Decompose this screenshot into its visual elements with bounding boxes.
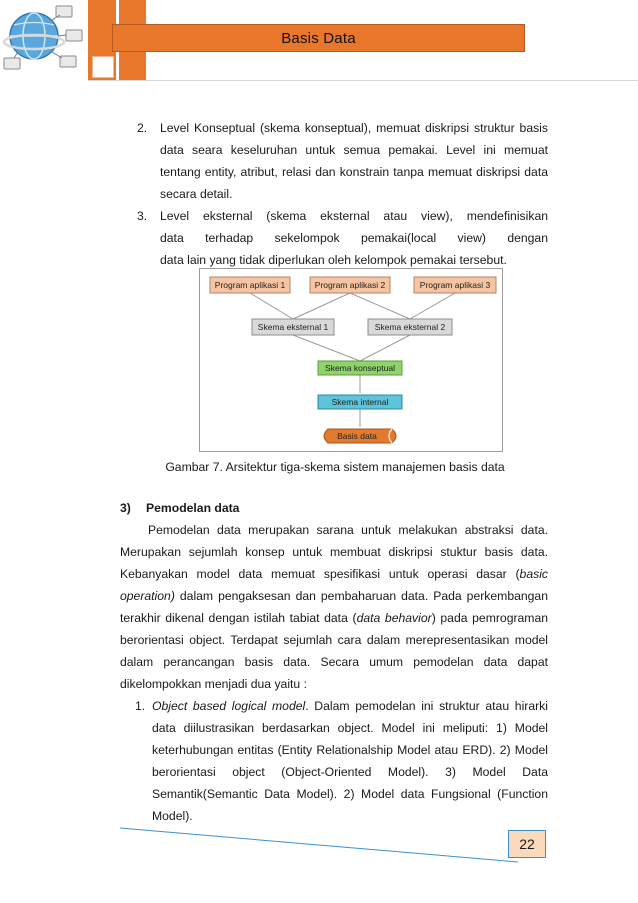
text-run: dalam pengaksesan dan pembaharuan data. Pada perkembangan <box>174 589 548 603</box>
text-line: data lain yang tidak diperlukan oleh kelompok pemakai tersebut. <box>160 253 507 267</box>
text-run: Kebanyakan model data memuat spesifikasi untuk operasi dasar ( <box>120 567 520 581</box>
text-line <box>120 563 548 585</box>
italic-text: operation) <box>120 589 175 603</box>
diagram-label-konseptual: Skema konseptual <box>325 363 395 373</box>
text-line <box>120 585 548 607</box>
list-item-object-based-model <box>152 695 548 827</box>
list-item-level-eksternal <box>160 205 548 271</box>
three-schema-diagram <box>199 268 503 452</box>
paragraph-pemodelan <box>120 519 548 695</box>
text-line: data diilustrasikan berdasarkan object. Model ini meliputi: 1) Model <box>152 721 548 735</box>
list-item-number: 2. <box>137 121 148 135</box>
text-line: keterhubungan entitas (Entity Relationalship Model atau ERD). 2) Model <box>152 743 548 757</box>
text-run: . Dalam pemodelan ini struktur atau hirarki <box>305 699 548 713</box>
footer-divider <box>120 826 520 866</box>
network-globe-icon <box>0 0 86 80</box>
section-heading: Pemodelan data <box>146 501 240 515</box>
page-number-badge <box>508 830 546 858</box>
page-title: Basis Data <box>281 29 356 47</box>
text-line <box>120 607 548 629</box>
text-run: ) pada pemrograman <box>431 611 548 625</box>
diagram-label-db: Basis data <box>337 431 377 441</box>
list-item-level-konseptual <box>160 117 548 205</box>
page-number: 22 <box>519 836 535 852</box>
text-line <box>152 695 548 717</box>
diagram-label-ext1: Skema eksternal 1 <box>257 322 329 332</box>
header-title-bar <box>112 24 525 52</box>
text-line: berorientasi object (Object-Oriented Model). 3) Model Data <box>152 765 548 779</box>
italic-text: basic <box>519 567 548 581</box>
diagram-label-app3: Program aplikasi 3 <box>419 280 491 290</box>
diagram-label-internal: Skema internal <box>331 397 389 407</box>
text-line: dikelompokkan menjadi dua yaitu : <box>120 677 307 691</box>
text-line: secara detail. <box>160 187 233 201</box>
italic-text: Object based logical model <box>152 699 306 713</box>
text-line: Level eksternal (skema eksternal atau view), mendefinisikan <box>160 209 548 223</box>
list-item-number: 1. <box>135 699 146 713</box>
diagram-label-app2: Program aplikasi 2 <box>314 280 386 290</box>
header-divider <box>88 80 638 81</box>
italic-text: data behavior <box>356 611 432 625</box>
text-line: tentang entity, atribut, relasi dan konstrain tanpa memuat diskripsi data <box>160 165 548 179</box>
section-number: 3) <box>120 501 131 515</box>
list-item-number: 3. <box>137 209 148 223</box>
text-line: data terhadap sekelompok pemakai(local view) dengan <box>160 231 548 245</box>
text-line: data seara keseluruhan untuk semua pemakai. Level ini memuat <box>160 143 548 157</box>
header-accent-square <box>92 56 114 78</box>
text-line: Level Konseptual (skema konseptual), memuat diskripsi struktur basis <box>160 121 548 135</box>
text-line: dalam perancangan basis data. Secara umum pemodelan data dapat <box>120 655 548 669</box>
text-line: Merupakan sejumlah konsep untuk membuat diskripsi stuktur basis data. <box>120 545 548 559</box>
text-line: Pemodelan data merupakan sarana untuk melakukan abstraksi data. <box>148 523 548 537</box>
text-line: berorientasi object. Terdapat sejumlah cara dalam merepresentasikan model <box>120 633 548 647</box>
text-run: terakhir dikenal dengan istilah tabiat data ( <box>120 611 357 625</box>
text-line: Semantik(Semantic Data Model). 2) Model data Fungsional (Function <box>152 787 548 801</box>
diagram-label-app1: Program aplikasi 1 <box>214 280 286 290</box>
diagram-label-ext2: Skema eksternal 2 <box>374 322 446 332</box>
figure-caption: Gambar 7. Arsitektur tiga-skema sistem manajemen basis data <box>165 460 505 474</box>
text-line: Model). <box>152 809 193 823</box>
